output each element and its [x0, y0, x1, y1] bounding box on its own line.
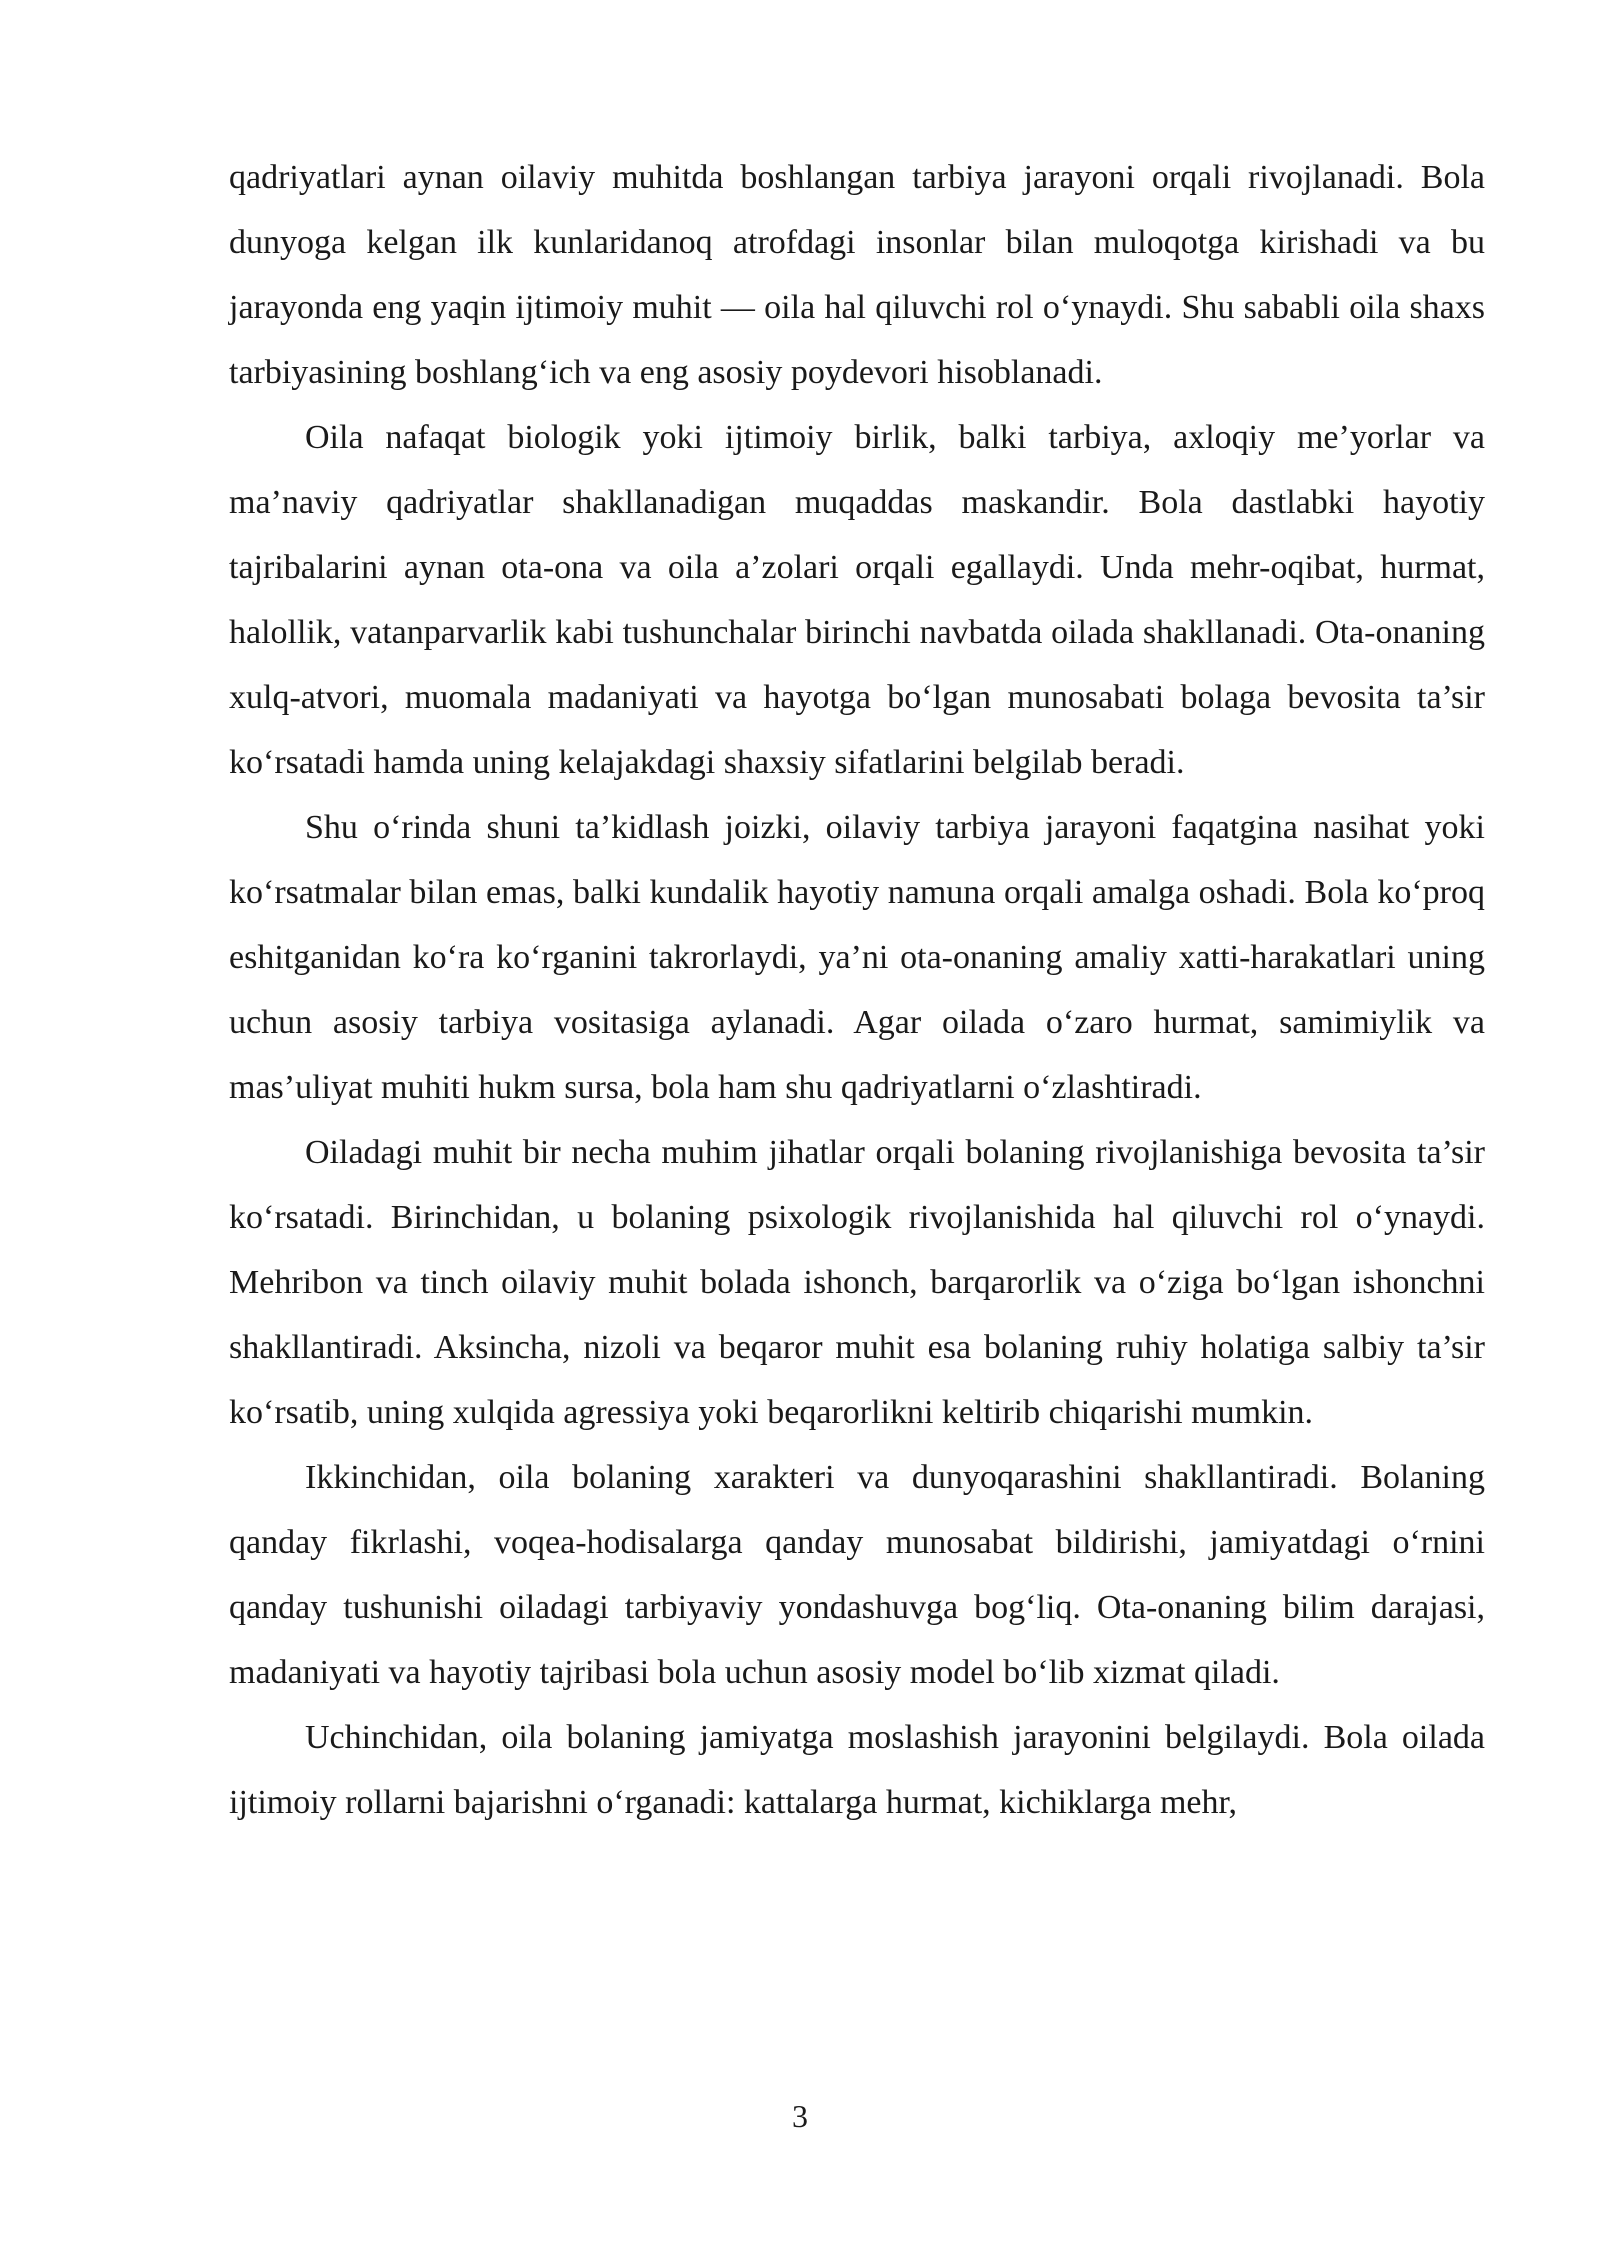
paragraph-example-upbringing: Shu o‘rinda shuni ta’kidlash joizki, oilaviy tarbiya jarayoni faqatgina nasihat yoki ko‘rsatmalar bilan emas, balki kundalik hayotiy namuna orqali amalga oshadi. Bola ko‘proq eshitganidan ko‘ra ko‘rganini takrorlaydi, ya’ni ota-onaning amaliy xatti-harakatlari uning uchun asosiy tarbiya vositasiga aylanadi. Agar oilada o‘zaro hurmat, samimiylik va mas’uliyat muhiti hukm sursa, bola ham shu qadriyatlarni o‘zlashtiradi. — [229, 809, 1485, 1106]
paragraph-family-values: Oila nafaqat biologik yoki ijtimoiy birlik, balki tarbiya, axloqiy me’yorlar va ma’naviy qadriyatlar shakllanadigan muqaddas maskandir. Bola dastlabki hayotiy tajribalarini aynan ota-ona va oila a’zolari orqali egallaydi. Unda mehr-oqibat, hurmat, halollik, vatanparvarlik kabi tushunchalar birinchi navbatda oilada shakllanadi. Ota-onaning xulq-atvori, muomala madaniyati va hayotga bo‘lgan munosabati bolaga bevosita ta’sir ko‘rsatadi hamda uning kelajakdagi shaxsiy sifatlarini belgilab beradi. — [229, 419, 1485, 781]
paragraph-first-aspect: Oiladagi muhit bir necha muhim jihatlar orqali bolaning rivojlanishiga bevosita ta’sir ko‘rsatadi. Birinchidan, u bolaning psixologik rivojlanishida hal qiluvchi rol o‘ynaydi. Mehribon va tinch oilaviy muhit bolada ishonch, barqarorlik va o‘ziga bo‘lgan ishonchni shakllantiradi. Aksincha, nizoli va beqaror muhit esa bolaning ruhiy holatiga salbiy ta’sir ko‘rsatib, uning xulqida agressiya yoki beqarorlikni keltirib chiqarishi mumkin. — [229, 1134, 1485, 1431]
paragraph-continuation: qadriyatlari aynan oilaviy muhitda boshlangan tarbiya jarayoni orqali rivojlanadi. Bola dunyoga kelgan ilk kunlaridanoq atrofdagi insonlar bilan muloqotga kirishadi va bu jarayonda eng yaqin ijtimoiy muhit — oila hal qiluvchi rol o‘ynaydi. Shu sababli oila shaxs tarbiyasining boshlang‘ich va eng asosiy poydevori hisoblanadi. — [229, 159, 1485, 391]
body-text — [229, 145, 1485, 1835]
paragraph-third-aspect: Uchinchidan, oila bolaning jamiyatga moslashish jarayonini belgilaydi. Bola oilada ijtimoiy rollarni bajarishni o‘rganadi: kattalarga hurmat, kichiklarga mehr, — [229, 1719, 1485, 1821]
paragraph-second-aspect: Ikkinchidan, oila bolaning xarakteri va dunyoqarashini shakllantiradi. Bolaning qanday fikrlashi, voqea-hodisalarga qanday munosabat bildirishi, jamiyatdagi o‘rnini qanday tushunishi oiladagi tarbiyaviy yondashuvga bog‘liq. Ota-onaning bilim darajasi, madaniyati va hayotiy tajribasi bola uchun asosiy model bo‘lib xizmat qiladi. — [229, 1459, 1485, 1691]
page-number: 3 — [792, 2098, 808, 2134]
